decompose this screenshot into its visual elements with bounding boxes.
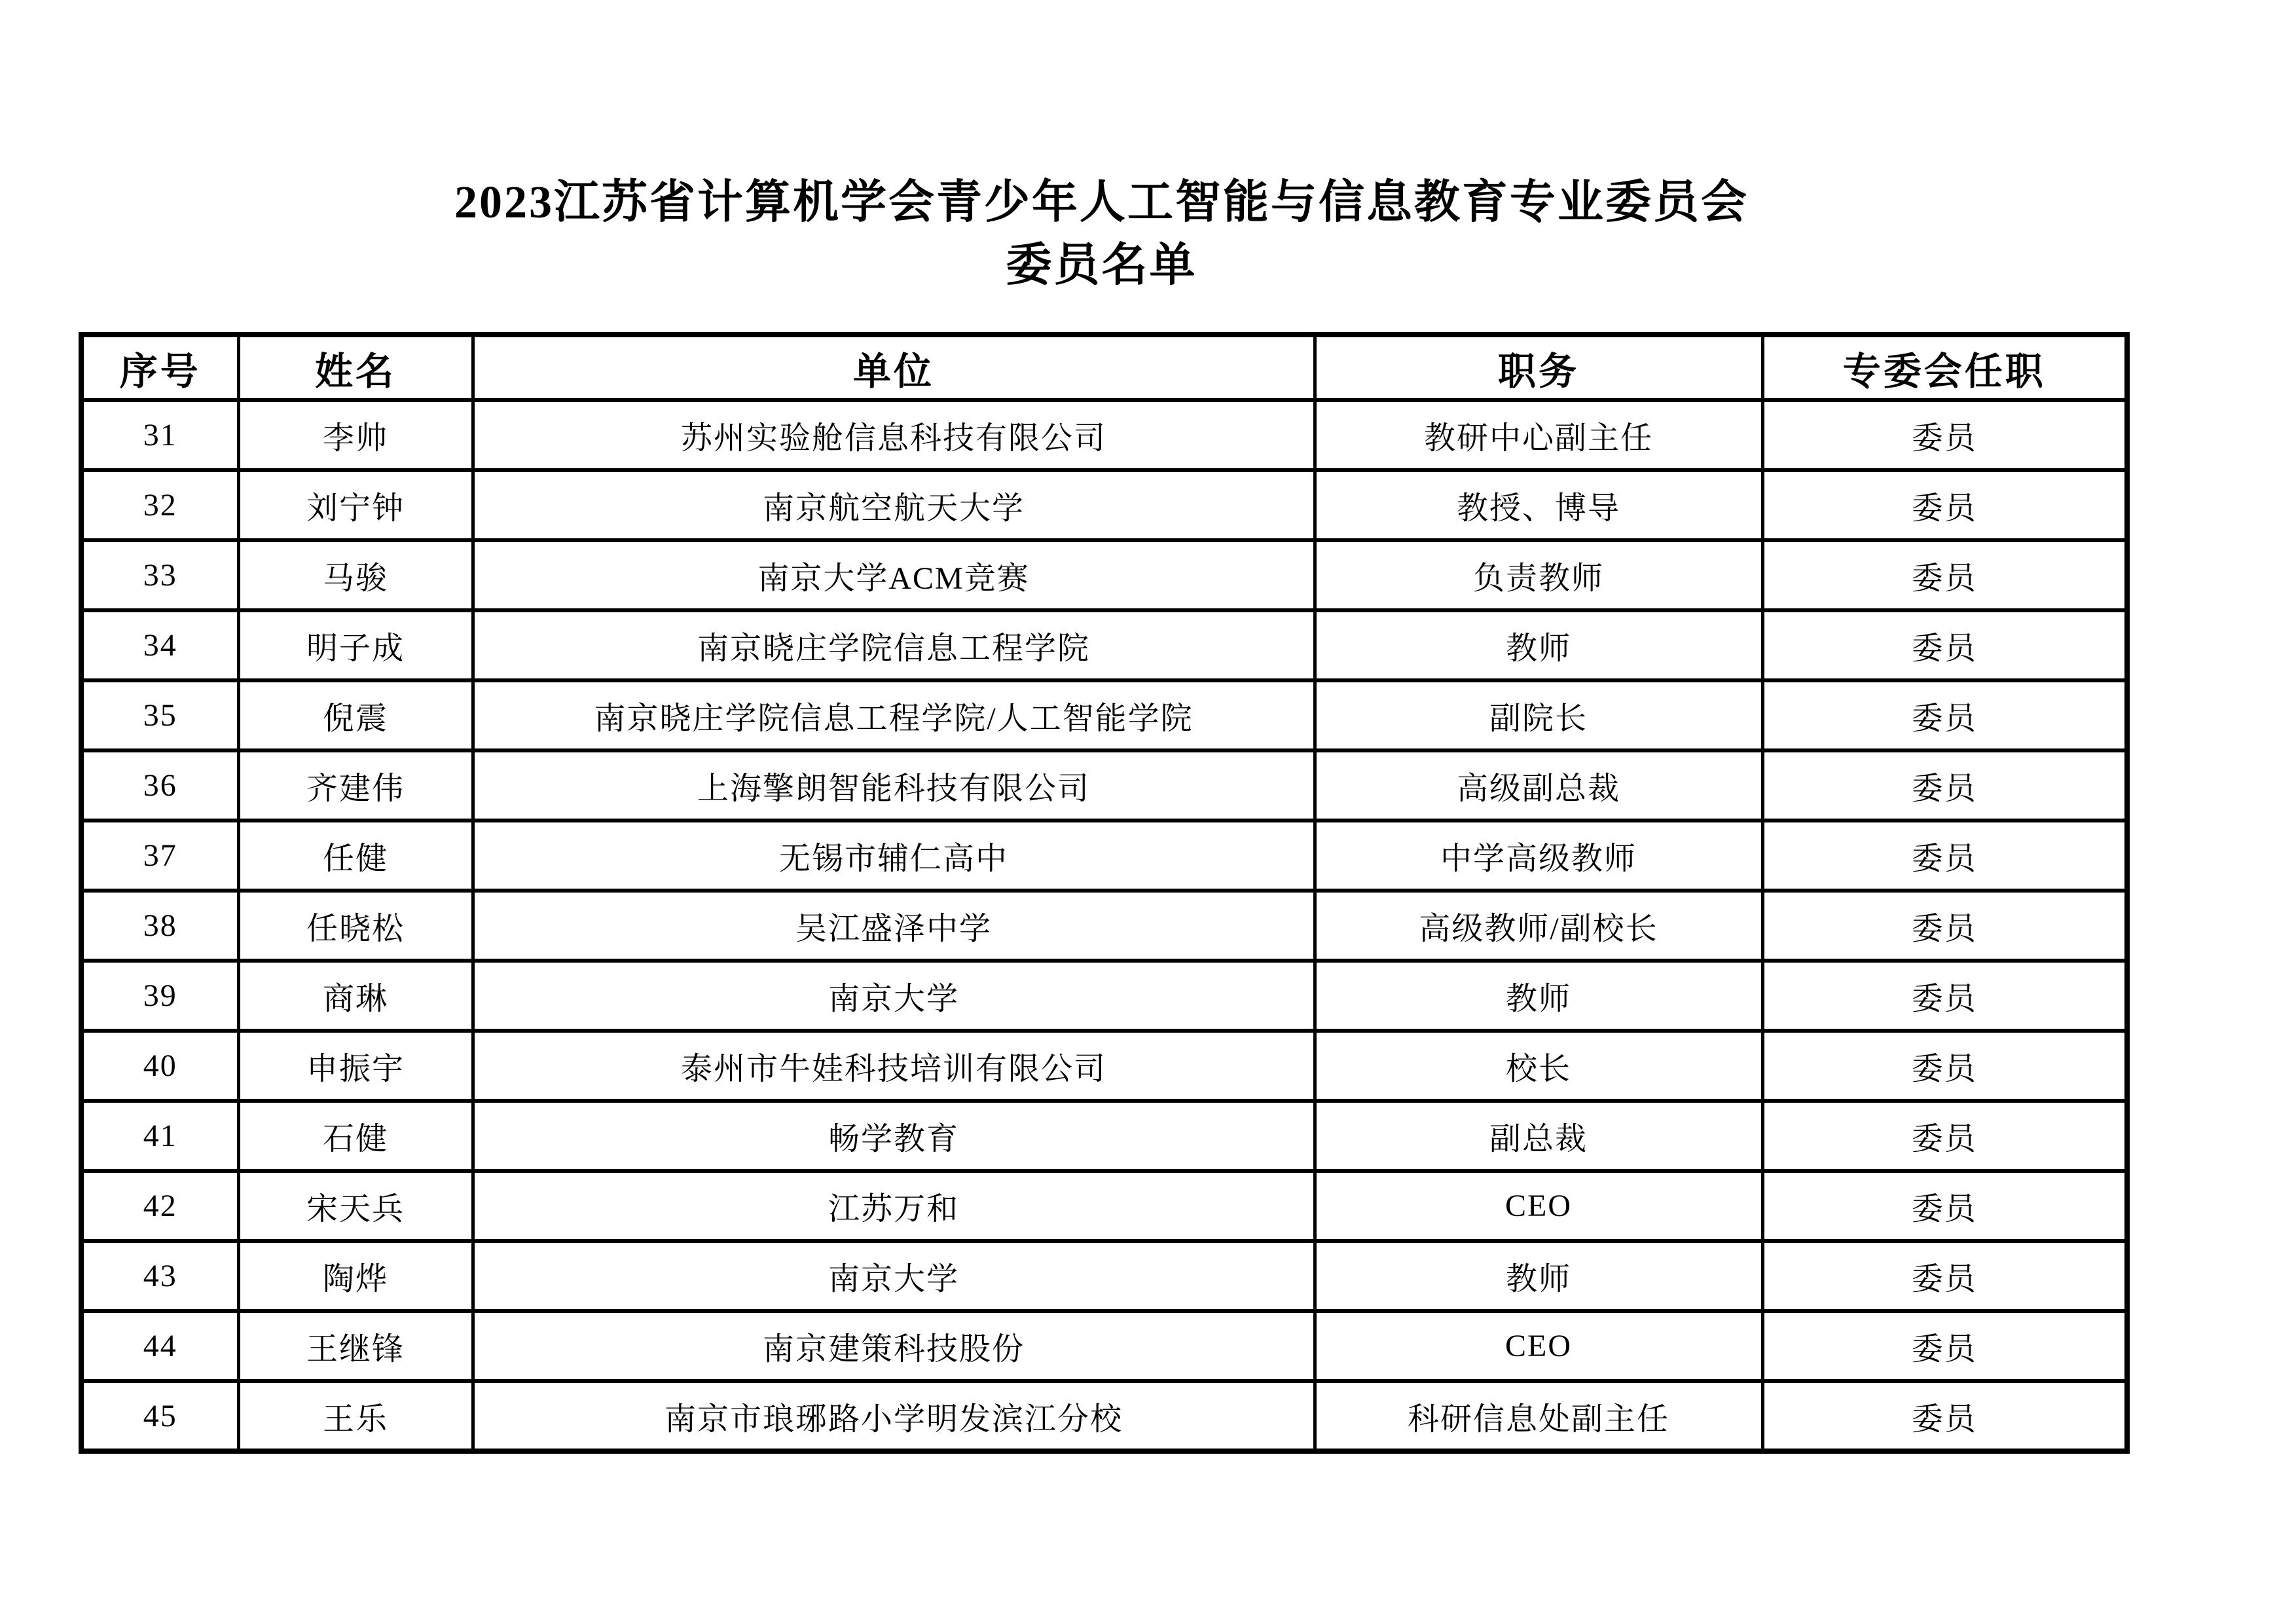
cell-org: 畅学教育 xyxy=(473,1101,1315,1171)
table-row xyxy=(81,891,2127,961)
cell-org: 南京晓庄学院信息工程学院/人工智能学院 xyxy=(473,680,1315,750)
cell-name: 陶烨 xyxy=(238,1241,473,1311)
cell-committee-role: 委员 xyxy=(1762,891,2127,961)
cell-position: 高级副总裁 xyxy=(1315,750,1762,821)
cell-org: 南京大学 xyxy=(473,961,1315,1031)
cell-name: 刘宁钟 xyxy=(238,470,473,540)
cell-name: 王继锋 xyxy=(238,1311,473,1381)
cell-name: 明子成 xyxy=(238,610,473,680)
cell-org: 吴江盛泽中学 xyxy=(473,891,1315,961)
cell-position: CEO xyxy=(1315,1171,1762,1241)
column-header-committee-role: 专委会任职 xyxy=(1762,335,2127,400)
cell-committee-role: 委员 xyxy=(1762,1031,2127,1101)
table-row xyxy=(81,1381,2127,1451)
cell-name: 李帅 xyxy=(238,400,473,470)
cell-org: 南京建策科技股份 xyxy=(473,1311,1315,1381)
cell-name: 申振宇 xyxy=(238,1031,473,1101)
table-row xyxy=(81,610,2127,680)
cell-no: 43 xyxy=(81,1241,238,1311)
cell-org: 无锡市辅仁高中 xyxy=(473,821,1315,891)
cell-position: 科研信息处副主任 xyxy=(1315,1381,1762,1451)
table-row xyxy=(81,1031,2127,1101)
cell-committee-role: 委员 xyxy=(1762,470,2127,540)
table-row xyxy=(81,821,2127,891)
cell-committee-role: 委员 xyxy=(1762,961,2127,1031)
cell-committee-role: 委员 xyxy=(1762,1171,2127,1241)
cell-no: 34 xyxy=(81,610,238,680)
cell-committee-role: 委员 xyxy=(1762,610,2127,680)
member-table-body xyxy=(81,400,2127,1451)
cell-position: CEO xyxy=(1315,1311,1762,1381)
cell-name: 任健 xyxy=(238,821,473,891)
cell-committee-role: 委员 xyxy=(1762,750,2127,821)
cell-org: 南京大学 xyxy=(473,1241,1315,1311)
cell-no: 35 xyxy=(81,680,238,750)
cell-position: 校长 xyxy=(1315,1031,1762,1101)
cell-committee-role: 委员 xyxy=(1762,680,2127,750)
cell-no: 33 xyxy=(81,540,238,610)
table-row xyxy=(81,1171,2127,1241)
column-header-name: 姓名 xyxy=(238,335,473,400)
cell-org: 江苏万和 xyxy=(473,1171,1315,1241)
cell-position: 教研中心副主任 xyxy=(1315,400,1762,470)
title-line-1: 2023江苏省计算机学会青少年人工智能与信息教育专业委员会 xyxy=(454,177,1749,228)
cell-org: 泰州市牛娃科技培训有限公司 xyxy=(473,1031,1315,1101)
cell-no: 37 xyxy=(81,821,238,891)
cell-position: 负责教师 xyxy=(1315,540,1762,610)
cell-position: 教师 xyxy=(1315,1241,1762,1311)
table-row xyxy=(81,1101,2127,1171)
cell-name: 宋天兵 xyxy=(238,1171,473,1241)
cell-position: 高级教师/副校长 xyxy=(1315,891,1762,961)
cell-name: 王乐 xyxy=(238,1381,473,1451)
column-header-position: 职务 xyxy=(1315,335,1762,400)
cell-committee-role: 委员 xyxy=(1762,540,2127,610)
cell-no: 45 xyxy=(81,1381,238,1451)
cell-committee-role: 委员 xyxy=(1762,1311,2127,1381)
table-header xyxy=(81,335,2127,400)
cell-committee-role: 委员 xyxy=(1762,1101,2127,1171)
cell-committee-role: 委员 xyxy=(1762,1241,2127,1311)
column-header-no: 序号 xyxy=(81,335,238,400)
cell-no: 42 xyxy=(81,1171,238,1241)
table-row xyxy=(81,1241,2127,1311)
table-row xyxy=(81,400,2127,470)
cell-name: 任晓松 xyxy=(238,891,473,961)
table-row xyxy=(81,1311,2127,1381)
column-header-org: 单位 xyxy=(473,335,1315,400)
cell-no: 40 xyxy=(81,1031,238,1101)
cell-position: 中学高级教师 xyxy=(1315,821,1762,891)
cell-no: 31 xyxy=(81,400,238,470)
cell-name: 石健 xyxy=(238,1101,473,1171)
cell-org: 南京晓庄学院信息工程学院 xyxy=(473,610,1315,680)
table-row xyxy=(81,470,2127,540)
member-list-table xyxy=(79,332,2130,1454)
cell-no: 44 xyxy=(81,1311,238,1381)
cell-committee-role: 委员 xyxy=(1762,400,2127,470)
cell-position: 教师 xyxy=(1315,610,1762,680)
table-row xyxy=(81,540,2127,610)
cell-committee-role: 委员 xyxy=(1762,821,2127,891)
title-line-2: 委员名单 xyxy=(1006,240,1197,291)
table-row xyxy=(81,961,2127,1031)
cell-org: 上海擎朗智能科技有限公司 xyxy=(473,750,1315,821)
cell-name: 齐建伟 xyxy=(238,750,473,821)
cell-name: 商琳 xyxy=(238,961,473,1031)
cell-org: 苏州实验舱信息科技有限公司 xyxy=(473,400,1315,470)
cell-org: 南京大学ACM竞赛 xyxy=(473,540,1315,610)
cell-name: 倪震 xyxy=(238,680,473,750)
cell-position: 副院长 xyxy=(1315,680,1762,750)
cell-committee-role: 委员 xyxy=(1762,1381,2127,1451)
cell-position: 教师 xyxy=(1315,961,1762,1031)
header-row xyxy=(81,335,2127,400)
cell-org: 南京航空航天大学 xyxy=(473,470,1315,540)
table-row xyxy=(81,680,2127,750)
cell-position: 副总裁 xyxy=(1315,1101,1762,1171)
cell-no: 41 xyxy=(81,1101,238,1171)
cell-no: 32 xyxy=(81,470,238,540)
table-row xyxy=(81,750,2127,821)
cell-position: 教授、博导 xyxy=(1315,470,1762,540)
cell-no: 36 xyxy=(81,750,238,821)
document-title xyxy=(79,172,2124,297)
cell-no: 39 xyxy=(81,961,238,1031)
cell-org: 南京市琅琊路小学明发滨江分校 xyxy=(473,1381,1315,1451)
cell-name: 马骏 xyxy=(238,540,473,610)
cell-no: 38 xyxy=(81,891,238,961)
